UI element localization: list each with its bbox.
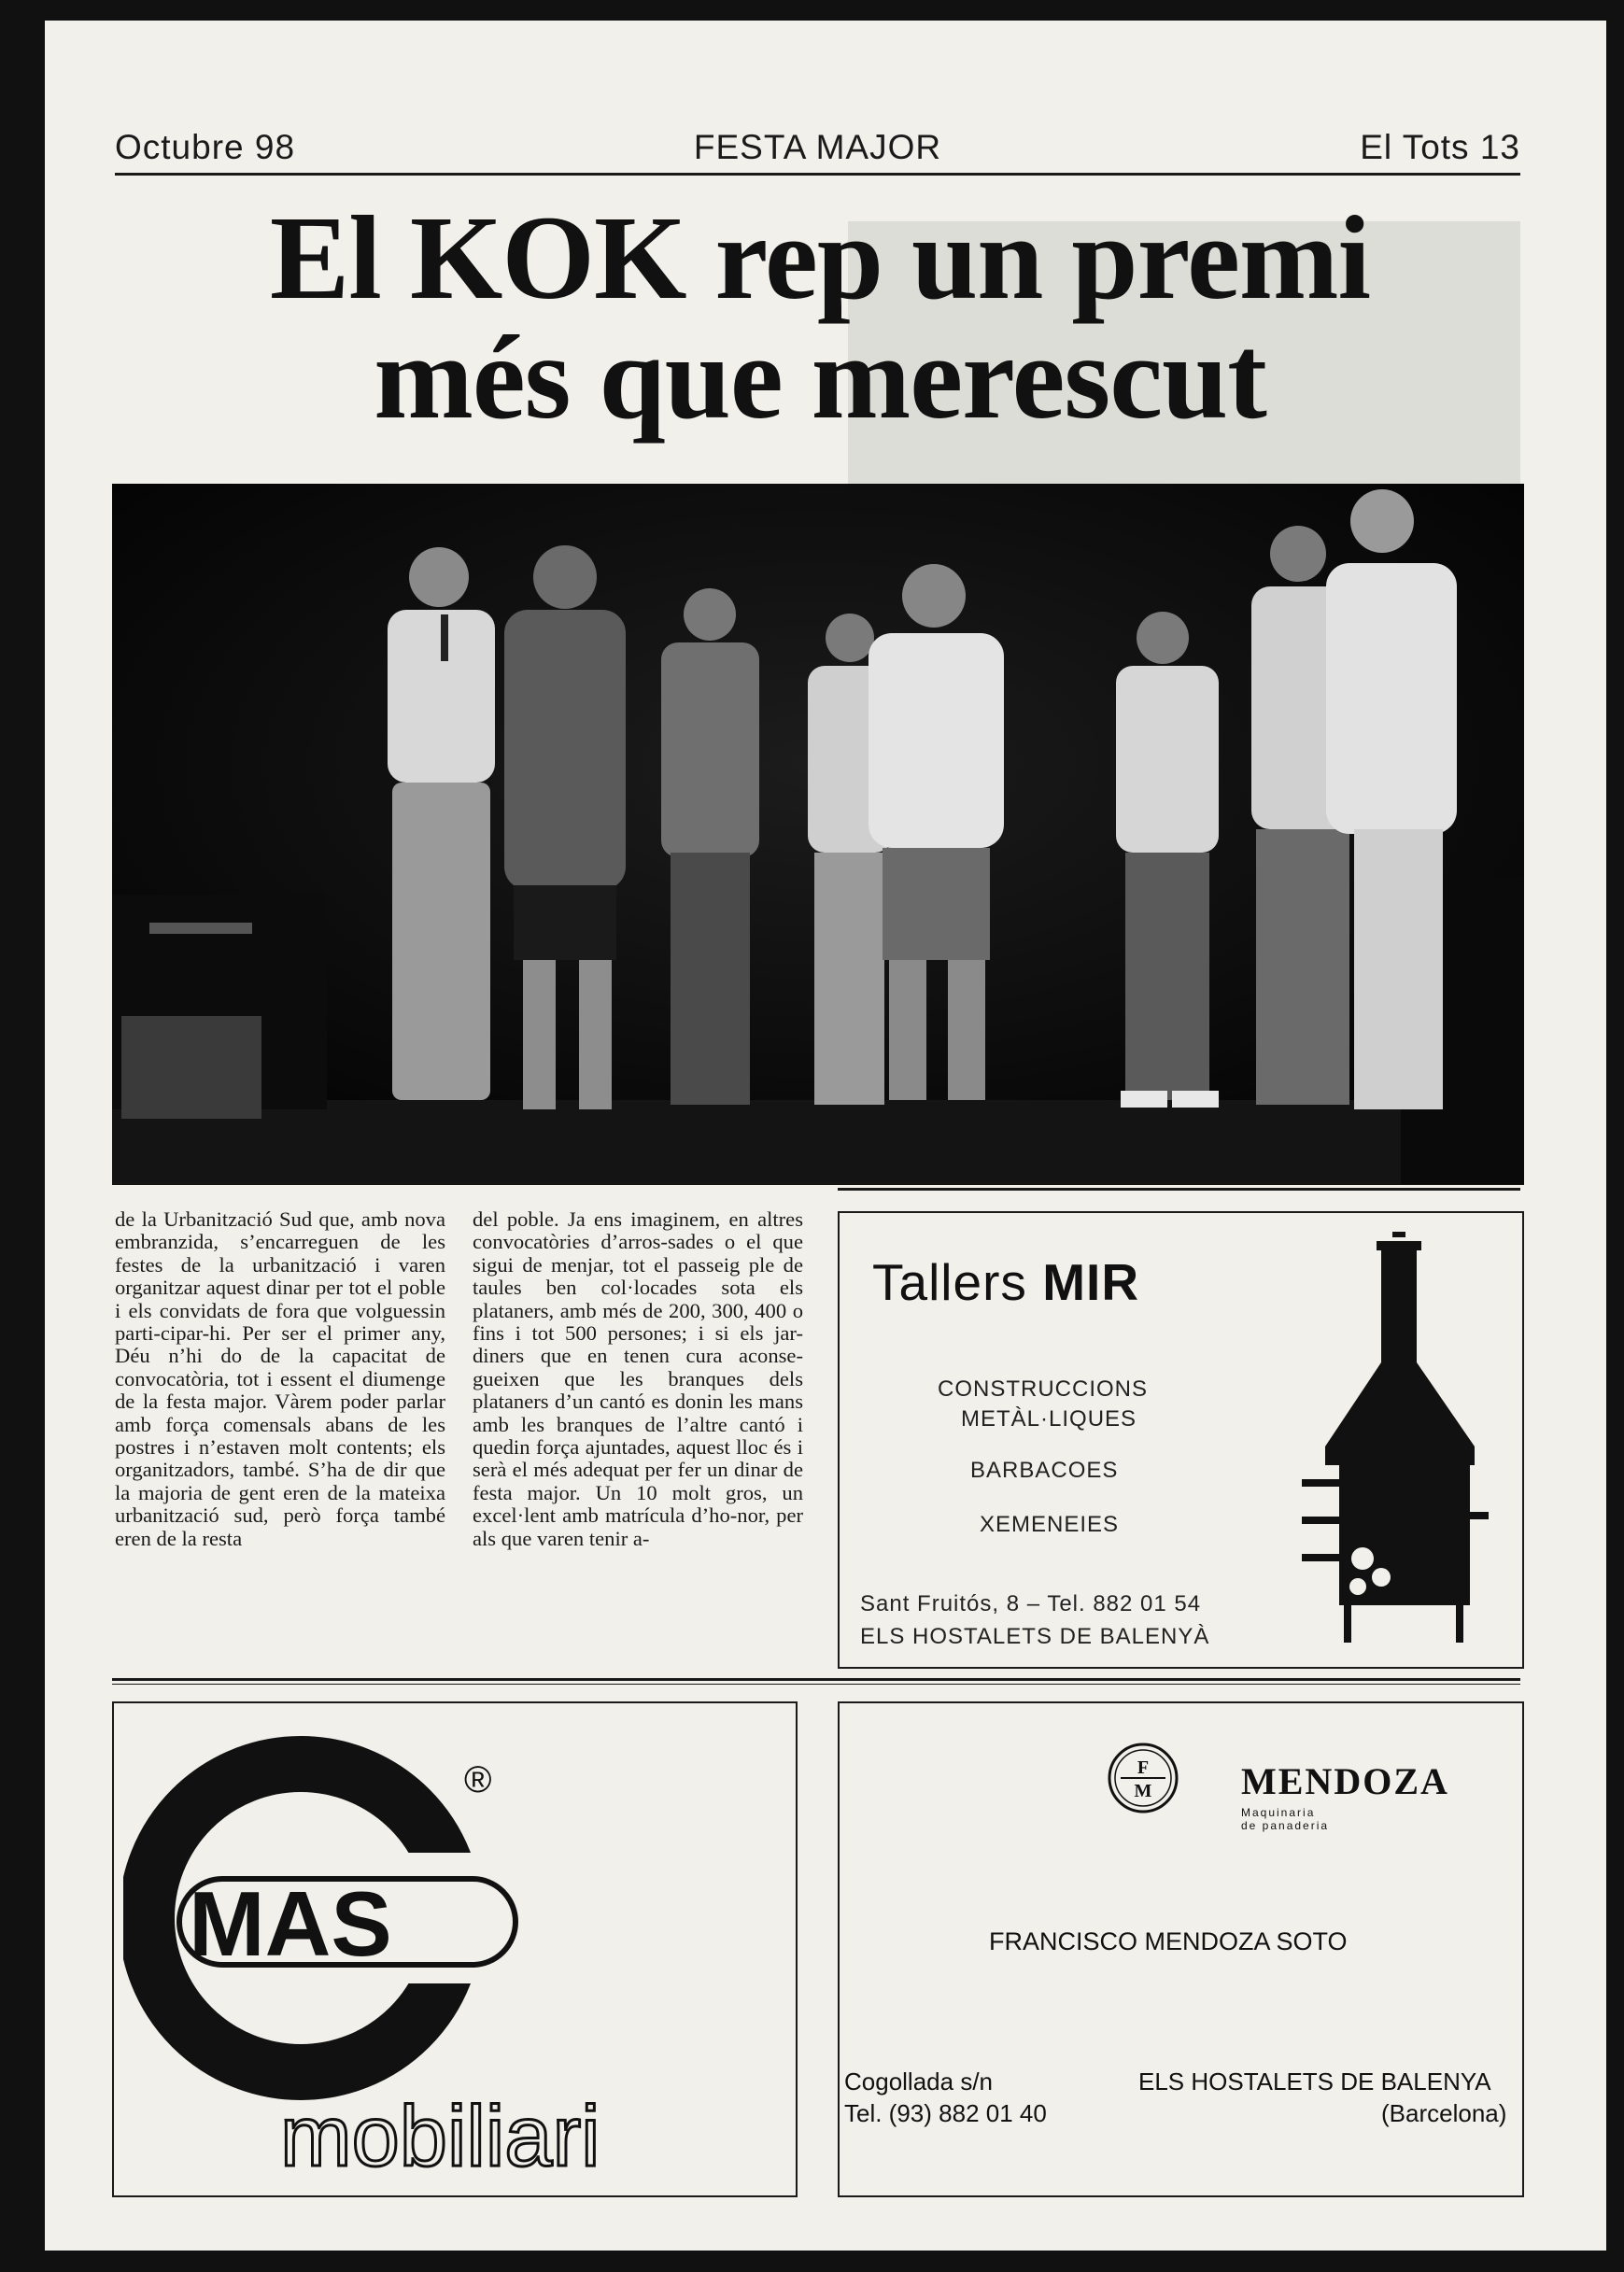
fm-logo-top: F xyxy=(1137,1757,1150,1778)
barbecue-icon xyxy=(1288,1232,1503,1652)
ad-mendoza xyxy=(838,1701,1524,2197)
mas-reg-mark: ® xyxy=(464,1759,492,1800)
tallers-line-3: BARBACOES xyxy=(970,1458,1119,1483)
mas-sub-text: mobiliari xyxy=(280,2089,600,2184)
mendoza-phone: Tel. (93) 882 01 40 xyxy=(844,2099,1047,2127)
ads-divider-rule xyxy=(112,1678,1520,1681)
fm-logo-bottom: M xyxy=(1134,1781,1152,1801)
article-column-2: del poble. Ja ens imaginem, en altres convocatòries d’arros-sades o el que sigui de menjar, tot el passeig ple de taules ben col·locades sota els plataners, amb més de 200, 300, 400 o fins i tot 500 persones; i si els jar-diners que en tenen cura aconse-gueixen que les branques dels plataners d’un cantó es donin les mans amb les branques de l’altre cantó i quedin força ajuntades, aquest lloc és i serà el més adequat per fer un dinar de festa major. Un 10 molt gros, un excel·lent amb matrícula d’ho-nor, per als que varen tenir a- xyxy=(473,1207,803,1550)
mas-brand-text: MAS xyxy=(189,1872,392,1975)
mendoza-owner: FRANCISCO MENDOZA SOTO xyxy=(989,1927,1348,1955)
tallers-address: Sant Fruitós, 8 – Tel. 882 01 54 xyxy=(860,1591,1202,1616)
mendoza-tagline-2: de panaderia xyxy=(1241,1819,1330,1832)
ad-mas-mobiliari xyxy=(112,1701,798,2197)
mas-logo-icon xyxy=(123,1722,786,2189)
event-photo xyxy=(112,484,1524,1185)
tallers-title xyxy=(872,1252,1139,1312)
ad-tallers-mir xyxy=(838,1211,1524,1669)
header-rule xyxy=(115,173,1520,176)
mendoza-town: ELS HOSTALETS DE BALENYA xyxy=(1138,2067,1491,2096)
article-column-1: de la Urbanització Sud que, amb nova embranzida, s’encarreguen de les festes de la urbanització i varen organitzar aquest dinar per tot el poble i els convidats de fora que volguessin parti-cipar-hi. Per ser el primer any, Déu n’hi do de la capacitat de convocatòria, tot i essent el diumenge de la festa major. Vàrem poder parlar amb força comensals abans de les postres i n’estaven molt contents; els organitzadors, també. S’ha de dir que la majoria de gent eren de la mateixa urbanització sud, però força també eren de la resta xyxy=(115,1207,445,1550)
ad-top-rule xyxy=(838,1188,1520,1191)
stage-photo-illustration xyxy=(112,484,1524,1185)
tallers-line-4: XEMENEIES xyxy=(980,1512,1120,1537)
headline-line-2: més que merescut xyxy=(374,311,1266,444)
ads-divider-rule-thin xyxy=(112,1684,1520,1685)
section-title: FESTA MAJOR xyxy=(693,128,942,166)
page-header xyxy=(115,119,1520,175)
tallers-title-a: Tallers xyxy=(872,1253,1043,1311)
issue-date: Octubre 98 xyxy=(115,128,296,166)
mendoza-region: (Barcelona) xyxy=(1381,2099,1507,2127)
mendoza-brand: MENDOZA xyxy=(1241,1760,1449,1802)
tallers-town: ELS HOSTALETS DE BALENYÀ xyxy=(860,1624,1210,1649)
mendoza-street: Cogollada s/n xyxy=(844,2067,993,2096)
fm-logo-icon xyxy=(1106,1741,1180,1815)
tallers-title-b: MIR xyxy=(1042,1253,1140,1311)
publication-page: El Tots 13 xyxy=(1360,128,1520,166)
newspaper-page xyxy=(45,21,1606,2251)
headline xyxy=(101,191,1539,444)
headline-line-1: El KOK rep un premi xyxy=(269,191,1371,324)
tallers-line-2: METÀL·LIQUES xyxy=(961,1406,1137,1432)
mendoza-tagline-1: Maquinaria xyxy=(1241,1806,1316,1819)
tallers-line-1: CONSTRUCCIONS xyxy=(938,1376,1149,1402)
